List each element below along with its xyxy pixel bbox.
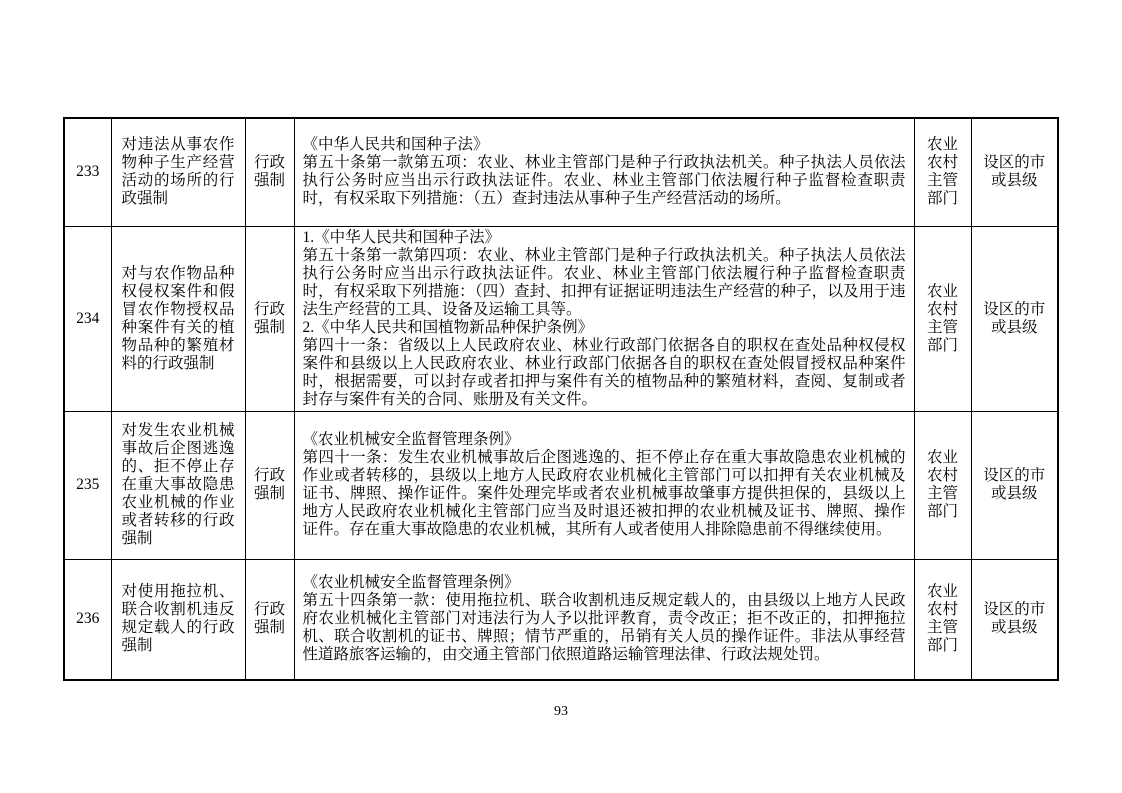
exercise-level-cell: 设区的市或县级 [971,226,1058,411]
exercise-level-cell: 设区的市或县级 [971,559,1058,680]
page-number: 93 [554,704,568,719]
legal-basis-cell [294,559,914,680]
department-cell: 农业农村主管部门 [914,226,971,411]
table-row [64,226,1058,411]
power-type-cell: 行政强制 [245,559,294,680]
legal-basis-paragraph: 2.《中华人民共和国植物新品种保护条例》 [302,318,594,336]
seq-cell: 235 [64,411,111,559]
item-name-cell: 对违法从事农作物种子生产经营活动的场所的行政强制 [111,118,245,226]
legal-basis-paragraph: 第四十一条：省级以上人民政府农业、林业行政部门依据各自的职权在查处品种权侵权案件和县级以上人民政府农业、林业行政部门依据各自的职权在查处假冒授权品种案件时，根据需要，可以封存或者扣押与案件有关的植物品种的繁殖材料，查阅、复制或者封存与案件有关的合同、账册及有关文件。 [302,336,906,408]
power-type-cell: 行政强制 [245,118,294,226]
table-row [64,118,1058,226]
legal-basis-cell [294,118,914,226]
table-row [64,411,1058,559]
administrative-enforcement-table [63,117,1059,681]
legal-basis-paragraph: 《农业机械安全监督管理条例》 [302,431,520,448]
seq-cell: 236 [64,559,111,680]
power-type-cell: 行政强制 [245,226,294,411]
item-name-cell: 对使用拖拉机、联合收割机违反规定载人的行政强制 [111,559,245,680]
table-row [64,559,1058,680]
seq-cell: 233 [64,118,111,226]
legal-basis-paragraph: 第五十条第一款第五项：农业、林业主管部门是种子行政执法机关。种子执法人员依法执行公务时应当出示行政执法证件。农业、林业主管部门依法履行种子监督检查职责时，有权采取下列措施：（五）查封违法从事种子生产经营活动的场所。 [302,154,906,208]
exercise-level-cell: 设区的市或县级 [971,118,1058,226]
item-name-cell: 对与农作物品种权侵权案件和假冒农作物授权品种案件有关的植物品种的繁殖材料的行政强制 [111,226,245,411]
seq-cell: 234 [64,226,111,411]
legal-basis-paragraph: 1.《中华人民共和国种子法》 [302,228,501,246]
department-cell: 农业农村主管部门 [914,118,971,226]
item-name-cell: 对发生农业机械事故后企图逃逸的、拒不停止存在重大事故隐患农业机械的作业或者转移的行政强制 [111,411,245,559]
legal-basis-paragraph: 《中华人民共和国种子法》 [302,136,489,154]
legal-basis-paragraph: 第四十一条：发生农业机械事故后企图逃逸的、拒不停止存在重大事故隐患农业机械的作业或者转移的，县级以上地方人民政府农业机械化主管部门可以扣押有关农业机械及证书、牌照、操作证件。案件处理完毕或者农业机械事故肇事方提供担保的，县级以上地方人民政府农业机械化主管部门应当及时退还被扣押的农业机械及证书、牌照、操作证件。存在重大事故隐患的农业机械，其所有人或者使用人排除隐患前不得继续使用。 [302,449,906,538]
department-cell: 农业农村主管部门 [914,411,971,559]
legal-basis-paragraph: 第五十条第一款第四项：农业、林业主管部门是种子行政执法机关。种子执法人员依法执行公务时应当出示行政执法证件。农业、林业主管部门依法履行种子监督检查职责时，有权采取下列措施：（四）查封、扣押有证据证明违法生产经营的种子，以及用于违法生产经营的工具、设备及运输工具等。 [302,246,906,318]
exercise-level-cell: 设区的市或县级 [971,411,1058,559]
legal-basis-paragraph: 第五十四条第一款：使用拖拉机、联合收割机违反规定载人的，由县级以上地方人民政府农业机械化主管部门对违法行为人予以批评教育，责令改正；拒不改正的，扣押拖拉机、联合收割机的证书、牌照；情节严重的，吊销有关人员的操作证件。非法从事经营性道路旅客运输的，由交通主管部门依照道路运输管理法律、行政法规处罚。 [302,592,906,664]
legal-basis-paragraph: 《农业机械安全监督管理条例》 [302,574,520,592]
legal-basis-cell [294,226,914,411]
power-type-cell: 行政强制 [245,411,294,559]
department-cell: 农业农村主管部门 [914,559,971,680]
legal-basis-cell [294,411,914,559]
